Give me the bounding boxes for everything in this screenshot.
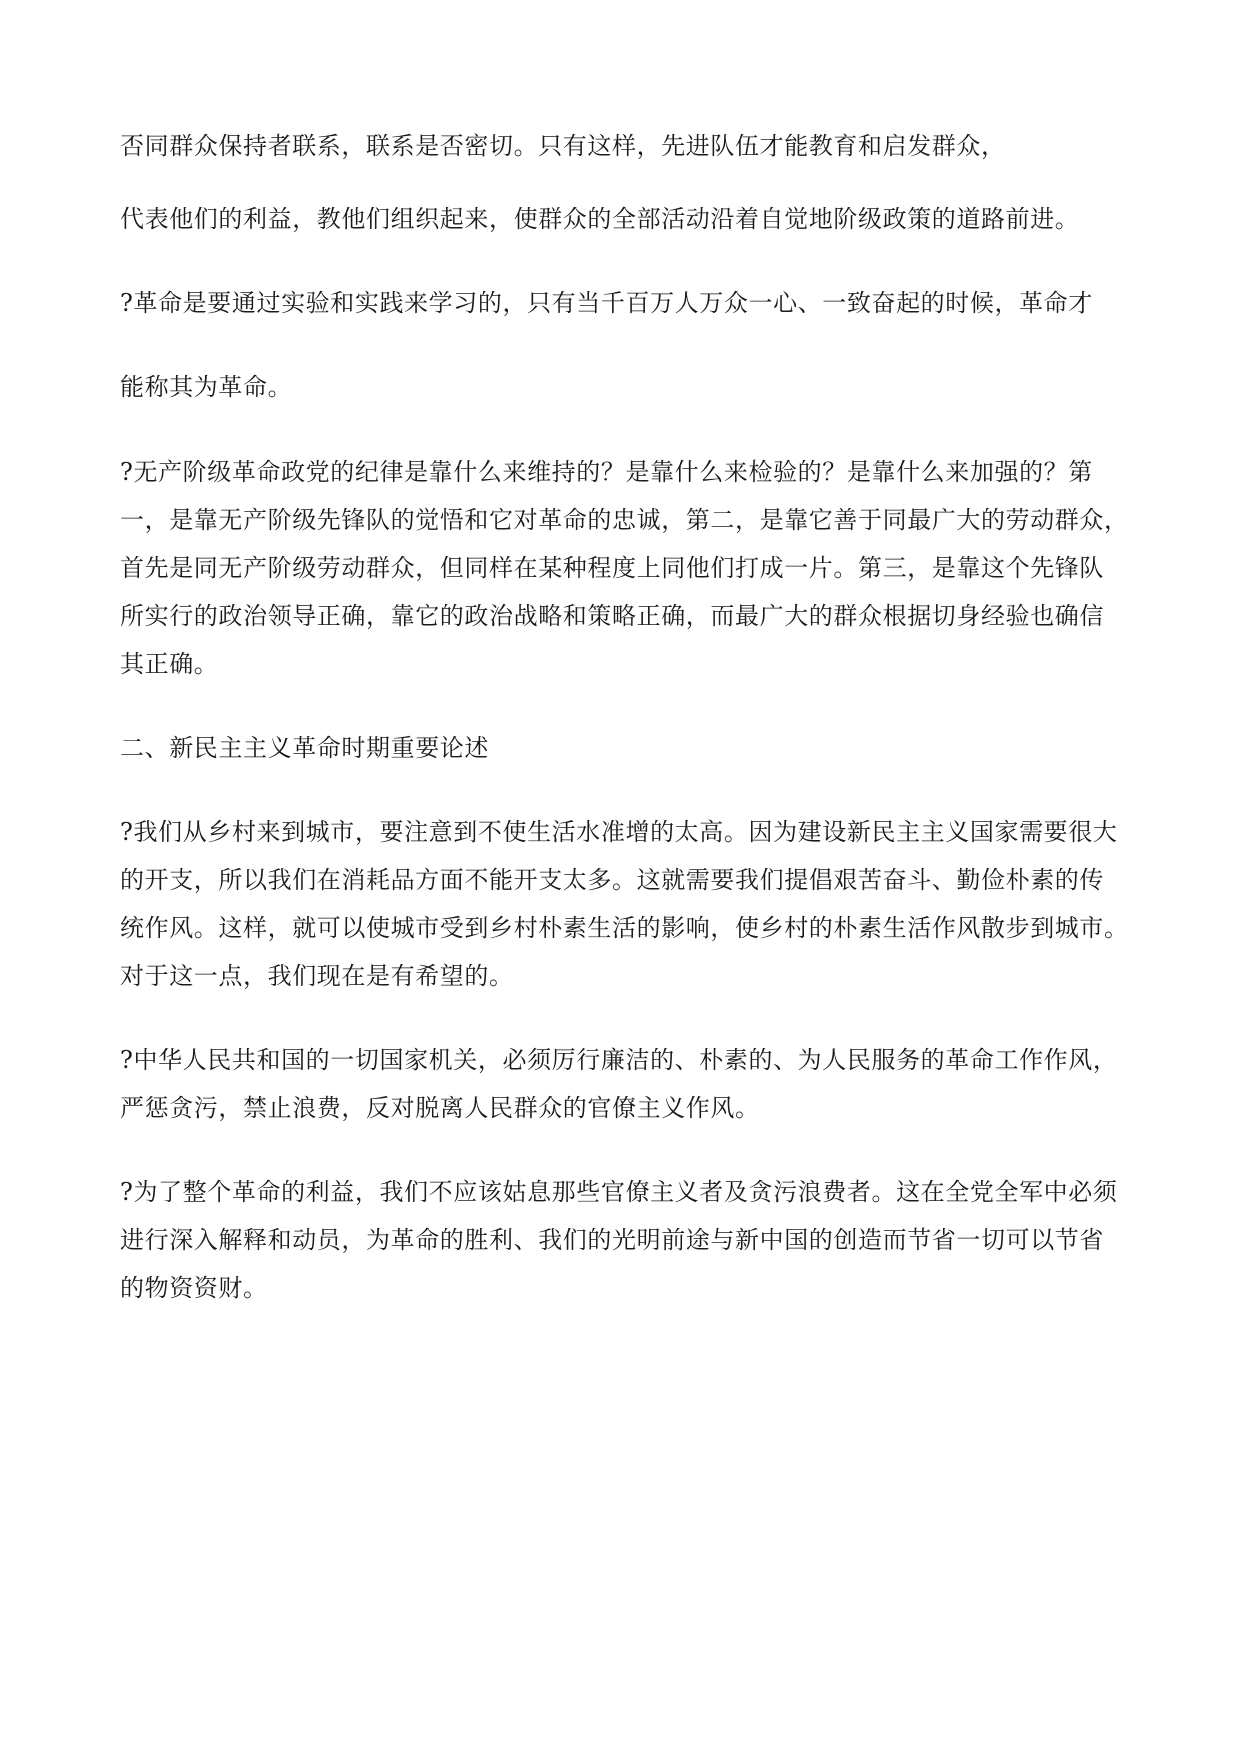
text-line: ?中华人民共和国的一切国家机关，必须厉行廉洁的、朴素的、为人民服务的革命工作作风， <box>120 1046 1118 1074</box>
text-line: ?我们从乡村来到城市，要注意到不使生活水准增的太高。因为建设新民主主义国家需要很大 <box>120 818 1118 846</box>
text-line: 否同群众保持者联系，联系是否密切。只有这样，先进队伍才能教育和启发群众， <box>120 132 1006 160</box>
text-line: 一，是靠无产阶级先锋队的觉悟和它对革命的忠诚，第二，是靠它善于同最广大的劳动群众， <box>120 506 1129 534</box>
text-line: 对于这一点，我们现在是有希望的。 <box>120 962 514 990</box>
text-line: 的开支，所以我们在消耗品方面不能开支太多。这就需要我们提倡艰苦奋斗、勤俭朴素的传 <box>120 866 1104 894</box>
text-line: 的物资资财。 <box>120 1274 268 1302</box>
text-line: 能称其为革命。 <box>120 373 293 401</box>
text-line: 统作风。这样，就可以使城市受到乡村朴素生活的影响，使乡村的朴素生活作风散步到城市。 <box>120 914 1129 942</box>
text-line: 其正确。 <box>120 650 219 678</box>
text-line: ?无产阶级革命政党的纪律是靠什么来维持的？是靠什么来检验的？是靠什么来加强的？第 <box>120 458 1093 486</box>
section-heading: 二、新民主主义革命时期重要论述 <box>120 734 489 762</box>
text-line: 进行深入解释和动员，为革命的胜利、我们的光明前途与新中国的创造而节省一切可以节省 <box>120 1226 1104 1254</box>
text-line: ?革命是要通过实验和实践来学习的，只有当千百万人万众一心、一致奋起的时候，革命才 <box>120 289 1093 317</box>
text-line: 所实行的政治领导正确，靠它的政治战略和策略正确，而最广大的群众根据切身经验也确信 <box>120 602 1104 630</box>
text-line: 首先是同无产阶级劳动群众，但同样在某种程度上同他们打成一片。第三，是靠这个先锋队 <box>120 554 1104 582</box>
text-line: 严惩贪污，禁止浪费，反对脱离人民群众的官僚主义作风。 <box>120 1094 760 1122</box>
text-line: 代表他们的利益，教他们组织起来，使群众的全部活动沿着自觉地阶级政策的道路前进。 <box>120 205 1080 233</box>
text-line: ?为了整个革命的利益，我们不应该姑息那些官僚主义者及贪污浪费者。这在全党全军中必须 <box>120 1178 1118 1206</box>
